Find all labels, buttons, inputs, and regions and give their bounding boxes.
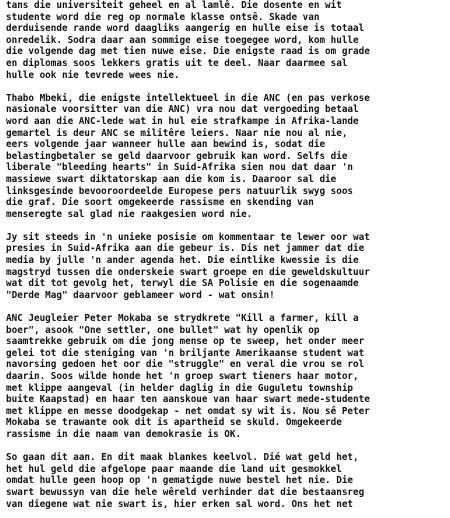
text-line: omdat hulle geen hoop op 'n gematigde nuwe bestel het nie. Die: [6, 475, 354, 487]
text-line: rassisme in die naam van demokrasie is OK.: [6, 428, 242, 440]
text-line: swart bewussyn van die hele wêreld verhinder dat die bestaansreg: [6, 486, 365, 498]
text-line: saamtrekke gebruik om die jong mense op te sweep, het onder meer: [6, 336, 365, 348]
paragraph-university: [6, 0, 446, 81]
text-line: gemartel is deur ANC se militêre leiers. Naar nie nou al nie,: [6, 127, 348, 139]
text-line: buite Kaapstad) en haar ten aanskoue van haar swart mede-studente: [6, 394, 370, 406]
text-line: ANC Jeugleier Peter Mokaba se strydkrete "Kill a farmer, kill a: [6, 313, 359, 325]
text-line: nasionale voorsitter van die ANC) vra nou dat vergoeding betaal: [6, 104, 359, 116]
text-line: belastingbetaler se geld daarvoor gebruik kan word. Selfs die: [6, 150, 348, 162]
text-line: eers volgende jaar wanneer hulle aan bewind is, sodat die: [6, 139, 326, 151]
text-line: massiewe swart diktatorskap aan die kom is. Daaroor sal die: [6, 173, 337, 185]
text-line: presies in Suid-Afrika aan die gebeur is. Dis net jammer dat die: [6, 243, 365, 255]
text-line: wat dit tot gevolg het, terwyl die SA Polisie en die sogenaamde: [6, 278, 359, 290]
text-line: liberale "bleeding hearts" in Suid-Afrika sien nou dat daar 'n: [6, 162, 354, 174]
text-line: linksgesinde bevooroordeelde Europese pers natuurlik swyg soos: [6, 185, 354, 197]
paragraph-mbeki: [6, 93, 446, 221]
text-line: Thabo Mbeki, die enigste intellektueel in die ANC (en pas verkose: [6, 92, 370, 104]
text-line: met klippe en messe doodgekap - net omdat sy wit is. Nou sê Peter: [6, 405, 370, 417]
text-line: navorsing gedoen het oor die "struggle" en veral die vrou se rol: [6, 359, 365, 371]
paragraph-media: [6, 232, 446, 302]
text-line: het hul geld die afgelope paar maande die land uit gesmokkel: [6, 463, 342, 475]
text-line: en diplomas soos lekkers gratis uit te deel. Naar daarmee sal: [6, 57, 348, 69]
text-line: die graf. Die soort omgekeerde rassisme en skending van: [6, 197, 314, 209]
text-line: daarin. Soos wilde honde het 'n groep swart tieners haar motor,: [6, 371, 359, 382]
text-line: boer", asook "One settler, one bullet" wat hy openlik op: [6, 324, 320, 336]
paragraph-mokaba: [6, 313, 446, 441]
text-line: Mokaba se trawante ook dit is apartheid se skuld. Omgekeerde: [6, 417, 342, 429]
paragraph-conclusion: [6, 452, 446, 510]
text-line: magstryd tussen die onderskeie swart groepe en die geweldskultuur: [6, 266, 370, 278]
text-line: tans die universiteit geheel en al lamlê. Die dosente en wit: [6, 0, 342, 11]
text-line: van diegene wat nie swart is, hier erken sal word. Ons het net: [6, 498, 354, 510]
text-line: onredelik. Sodra daar aan sommige eise toegegee word, kom hulle: [6, 34, 359, 46]
text-line: studente word die reg op normale klasse ontsê. Skade van: [6, 11, 320, 23]
text-line: word aan die ANC-lede wat in hul eie strafkampe in Afrika-lande: [6, 115, 359, 127]
text-line: menseregte sal glad nie raakgesien word nie.: [6, 208, 253, 220]
text-line: die volgende dag met tien nuwe eise. Die enigste raad is om grade: [6, 46, 370, 58]
text-line: met klippe aangeval (in helder daglig in die Guguletu township: [6, 382, 354, 394]
text-line: media by julle 'n ander agenda het. Die eintlike kwessie is die: [6, 255, 359, 267]
text-line: derduisende rande word daagliks aangerig en hulle eise is totaal: [6, 23, 365, 35]
text-line: Jy sit steeds in 'n unieke posisie om kommentaar te lewer oor wat: [6, 231, 370, 243]
text-line: "Derde Mag" daarvoor geblameer word - wat onsin!: [6, 289, 275, 301]
document-page: [6, 0, 446, 518]
text-line: So gaan dit aan. En dit maak blankes keelvol. Dié wat geld het,: [6, 452, 359, 464]
text-line: hulle ook nie tevrede wees nie.: [6, 69, 180, 81]
text-line: gelei tot die steniging van 'n briljante Amerikaanse student wat: [6, 347, 365, 359]
